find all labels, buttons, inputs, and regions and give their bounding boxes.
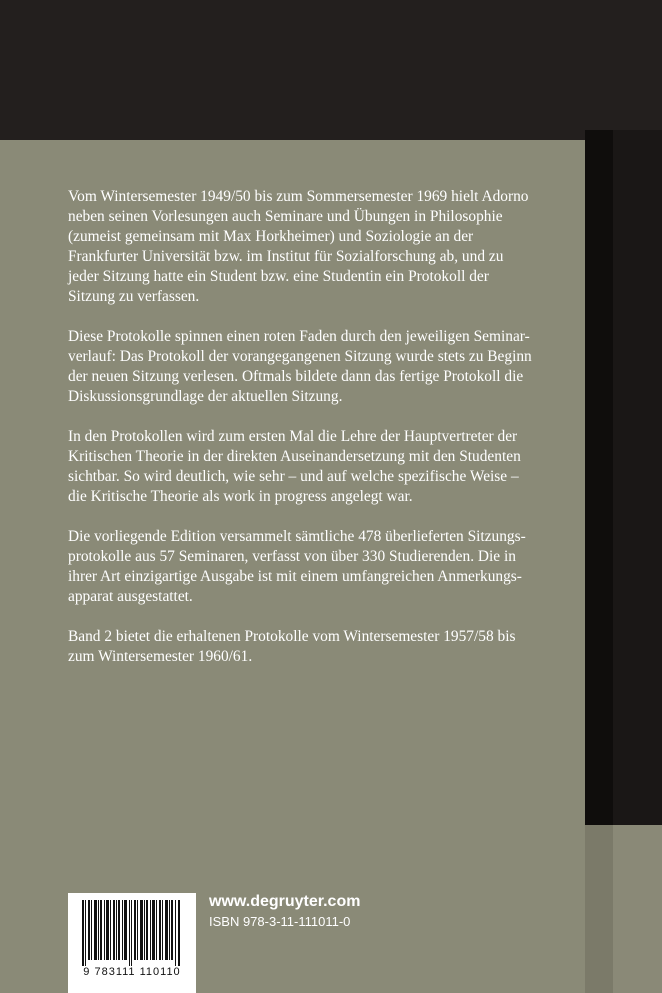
blurb-paragraph: In den Protokollen wird zum ersten Mal die Lehre der Hauptvertreter der Kritischen Theorie in der direkten Auseinandersetzung mit den Studenten sichtbar. So wird deutlich, wie sehr – und auf welche spezifische Weise – die Kritische Theorie als work in progress angelegt war. bbox=[68, 428, 521, 505]
book-bottom-edge-shade bbox=[585, 825, 613, 993]
blurb-paragraph: Vom Wintersemester 1949/50 bis zum Sommersemester 1969 hielt Adorno neben seinen Vorlesungen auch Seminare und Übungen in Philosophie (zumeist gemeinsam mit Max Horkheimer) und Soziologie an der Frankfurter Universität bzw. im Institut für Sozialforschung ab, und zu jeder Sitzung hatte ein Student bzw. eine Studentin ein Protokoll der Sitzung zu verfassen. bbox=[68, 188, 529, 305]
blurb-paragraph: Band 2 bietet die erhaltenen Protokolle vom Wintersemester 1957/58 bis zum Wintersemester 1960/61. bbox=[68, 628, 516, 665]
barcode-icon bbox=[82, 900, 182, 966]
barcode-number: 9 783111 110110 bbox=[83, 966, 181, 978]
blurb-text bbox=[68, 187, 568, 687]
isbn-number: ISBN 978-3-11-111011-0 bbox=[209, 914, 351, 929]
blurb-paragraph: Die vorliegende Edition versammelt sämtliche 478 überlieferten Sitzungs- protokolle aus 57 Seminaren, verfasst von über 330 Studierenden. Die in ihrer Art einzigartige Ausgabe ist mit einem umfangreichen Anmerkungs- apparat ausgestattet. bbox=[68, 528, 526, 605]
dark-background bbox=[0, 0, 662, 140]
publisher-url[interactable]: www.degruyter.com bbox=[209, 893, 361, 910]
isbn-barcode bbox=[68, 893, 196, 993]
book-spine-edge bbox=[585, 130, 613, 825]
blurb-paragraph: Diese Protokolle spinnen einen roten Faden durch den jeweiligen Seminar- verlauf: Das Protokoll der vorangegangenen Sitzung wurde stets zu Beginn der neuen Sitzung verlesen. Oftmals bildete dann das fertige Protokoll die Diskussionsgrundlage der aktuellen Sitzung. bbox=[68, 328, 532, 405]
